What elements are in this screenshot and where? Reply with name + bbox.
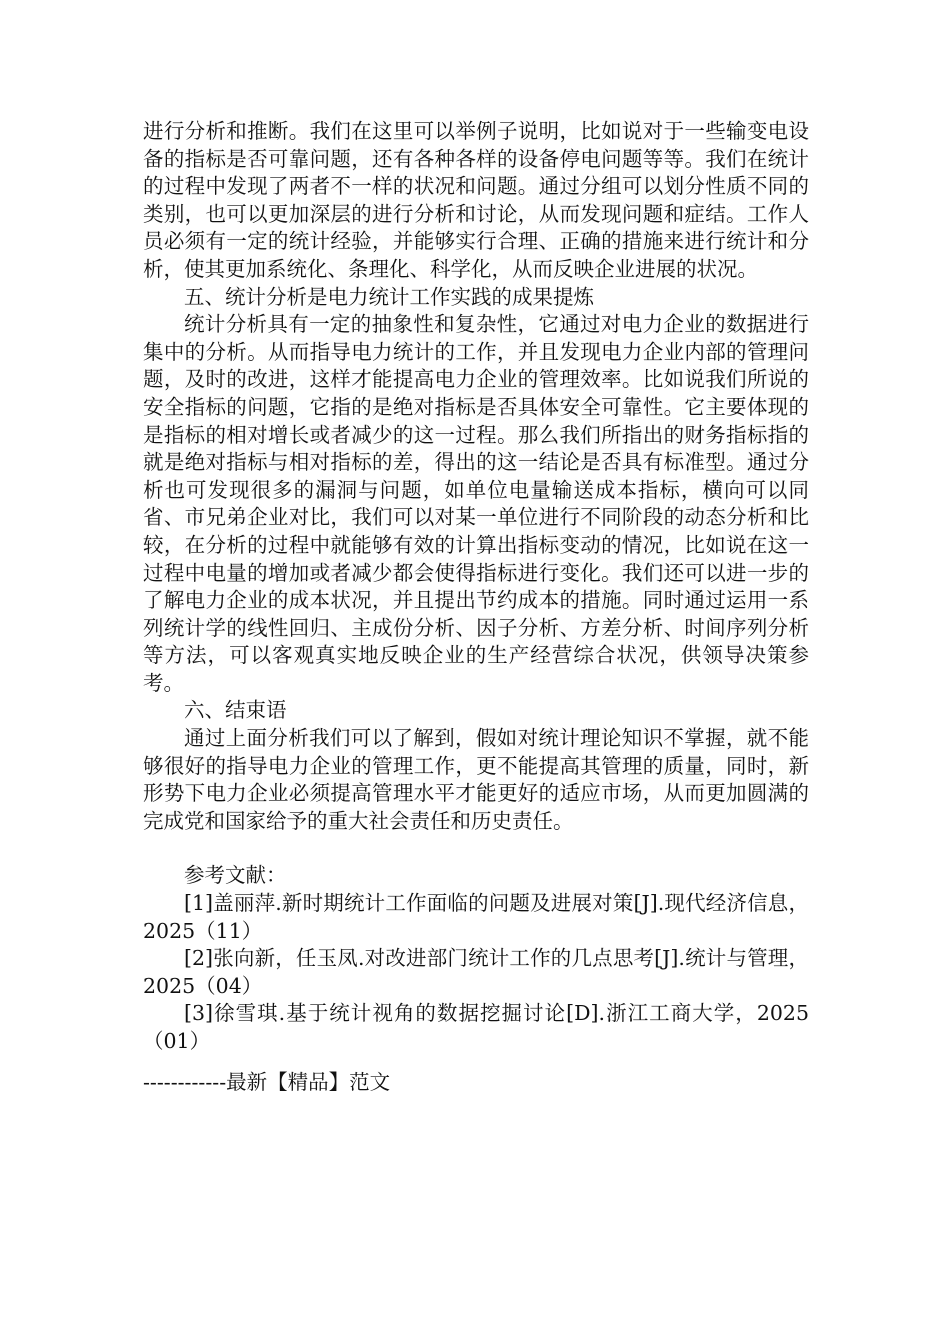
- references-title: 参考文献：: [184, 863, 287, 888]
- section-heading-5: 五、统计分析是电力统计工作实践的成果提炼: [184, 284, 594, 309]
- section-heading-6: 六、结束语: [184, 698, 287, 723]
- reference-item: [2]张向新，任玉凤.对改进部门统计工作的几点思考[J].统计与管理，2025（04）: [143, 946, 809, 998]
- footer-text: ------------最新【精品】范文: [143, 1070, 391, 1094]
- blank-line: [143, 835, 809, 862]
- paragraph-conclusion: 通过上面分析我们可以了解到，假如对统计理论知识不掌握，就不能够很好的指导电力企业的管理工作，更不能提高其管理的质量，同时，新形势下电力企业必须提高管理水平才能更好的适应市场，从而更加圆满的完成党和国家给予的重大社会责任和历史责任。: [143, 726, 809, 833]
- paragraph-continued: 进行分析和推断。我们在这里可以举例子说明，比如说对于一些输变电设备的指标是否可靠问题，还有各种各样的设备停电问题等等。我们在统计的过程中发现了两者不一样的状况和问题。通过分组可以划分性质不同的类别，也可以更加深层的进行分析和讨论，从而发现问题和症结。工作人员必须有一定的统计经验，并能够实行合理、正确的措施来进行统计和分析，使其更加系统化、条理化、科学化，从而反映企业进展的状况。: [143, 119, 809, 281]
- reference-item: [3]徐雪琪.基于统计视角的数据挖掘讨论[D].浙江工商大学，2025（01）: [143, 1001, 809, 1053]
- paragraph-statistical-analysis: 统计分析具有一定的抽象性和复杂性，它通过对电力企业的数据进行集中的分析。从而指导电力统计的工作，并且发现电力企业内部的管理问题，及时的改进，这样才能提高电力企业的管理效率。比如说我们所说的安全指标的问题，它指的是绝对指标是否具体安全可靠性。它主要体现的是指标的相对增长或者减少的这一过程。那么我们所指出的财务指标指的就是绝对指标与相对指标的差，得出的这一结论是否具有标准型。通过分析也可发现很多的漏洞与问题，如单位电量输送成本指标，横向可以同省、市兄弟企业对比，我们可以对某一单位进行不同阶段的动态分析和比较，在分析的过程中就能够有效的计算出指标变动的情况，比如说在这一过程中电量的增加或者减少都会使得指标进行变化。我们还可以进一步的了解电力企业的成本状况，并且提出节约成本的措施。同时通过运用一系列统计学的线性回归、主成份分析、因子分析、方差分析、时间序列分析等方法，可以客观真实地反映企业的生产经营综合状况，供领导决策参考。: [143, 312, 809, 695]
- reference-item: [1]盖丽萍.新时期统计工作面临的问题及进展对策[J].现代经济信息，2025（11）: [143, 891, 809, 943]
- document-body: [143, 118, 809, 1056]
